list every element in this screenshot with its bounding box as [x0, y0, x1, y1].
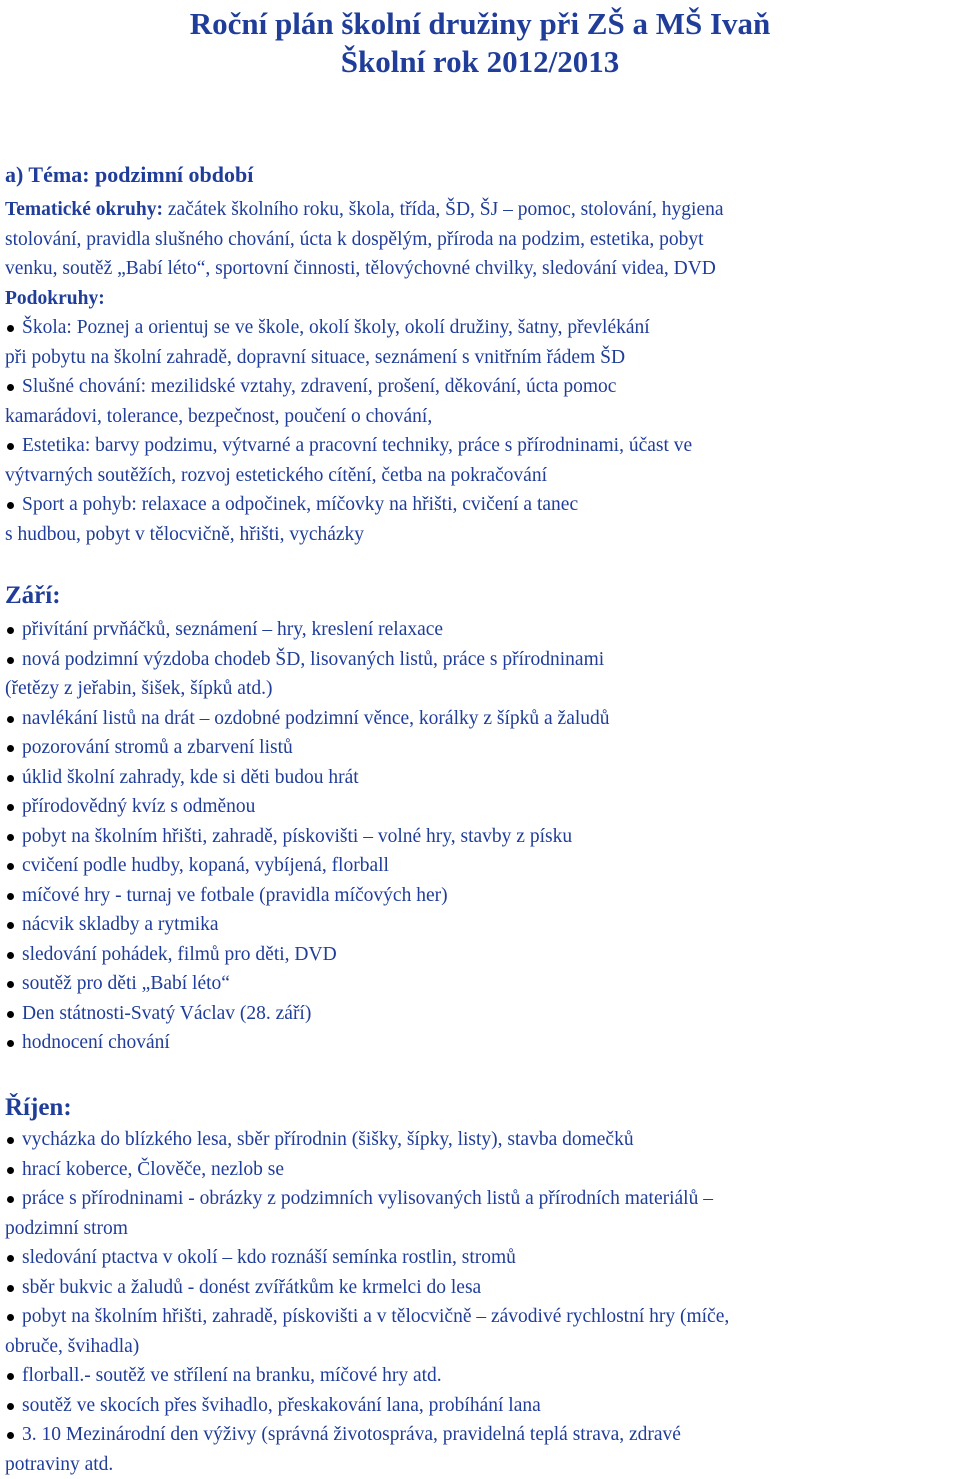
- list-item: práce s přírodninami - obrázky z podzimních vylisovaných listů a přírodních materiálů – podzimní strom: [5, 1188, 713, 1239]
- bullet-icon: [7, 1196, 14, 1203]
- list-item: pobyt na školním hřišti, zahradě, pískovišti a v tělocvičně – závodivé rychlostní hry (míče, obruče, švihadla): [5, 1306, 730, 1357]
- theme-heading: a) Téma: podzimní období: [5, 162, 254, 187]
- list-item: sledování pohádek, filmů pro děti, DVD: [5, 940, 957, 970]
- bullet-icon: [7, 1137, 14, 1144]
- topics-line-2: stolování, pravidla slušného chování, úcta k dospělým, příroda na podzim, estetika, pobyt: [5, 228, 704, 250]
- topics-line-1: [5, 195, 957, 225]
- bullet-icon: [7, 1255, 14, 1262]
- bullet-icon: [7, 952, 14, 959]
- bullet-icon: [7, 1373, 14, 1380]
- list-item: Den státnosti-Svatý Václav (28. září): [5, 999, 957, 1029]
- bullet-icon: [7, 1040, 14, 1047]
- list-item: pobyt na školním hřišti, zahradě, pískovišti – volné hry, stavby z písku: [5, 822, 957, 852]
- list-item: navlékání listů na drát – ozdobné podzimní věnce, korálky z šípků a žaludů: [5, 704, 957, 734]
- list-item: míčové hry - turnaj ve fotbale (pravidla míčových her): [5, 881, 957, 911]
- october-list: [5, 1125, 957, 1479]
- bullet-icon: [7, 1403, 14, 1410]
- bullet-icon: [7, 775, 14, 782]
- list-item: Sport a pohyb: relaxace a odpočinek, míčovky na hřišti, cvičení a tanec s hudbou, pobyt v tělocvičně, hřišti, vycházky: [5, 494, 579, 545]
- bullet-icon: [7, 1314, 14, 1321]
- list-item: Slušné chování: mezilidské vztahy, zdravení, prošení, děkování, úcta pomoc kamarádovi, tolerance, bezpečnost, poučení o chování,: [5, 376, 617, 427]
- bullet-icon: [7, 657, 14, 664]
- list-item: vycházka do blízkého lesa, sběr přírodnin (šišky, šípky, listy), stavba domečků: [5, 1125, 957, 1155]
- list-item: 3. 10 Mezinárodní den výživy (správná životospráva, pravidelná teplá strava, zdravé potraviny atd.: [5, 1424, 681, 1475]
- list-item: hodnocení chování: [5, 1028, 957, 1058]
- subtopics-label: Podokruhy:: [5, 287, 105, 309]
- list-item: úklid školní zahrady, kde si děti budou hrát: [5, 763, 957, 793]
- bullet-icon: [7, 325, 14, 332]
- bullet-icon: [7, 502, 14, 509]
- bullet-icon: [7, 863, 14, 870]
- topics-label: Tematické okruhy:: [5, 199, 163, 220]
- october-heading: Říjen:: [5, 1094, 72, 1121]
- bullet-icon: [7, 1285, 14, 1292]
- september-heading: Září:: [5, 582, 61, 609]
- school-year-title: Školní rok 2012/2013: [340, 44, 620, 79]
- topics-paragraph: [5, 195, 957, 313]
- list-item: sběr bukvic a žaludů - donést zvířátkům ke krmelci do lesa: [5, 1273, 957, 1303]
- list-item: sledování ptactva v okolí – kdo roznáší semínka rostlin, stromů: [5, 1243, 957, 1273]
- bullet-icon: [7, 627, 14, 634]
- bullet-icon: [7, 1432, 14, 1439]
- bullet-icon: [7, 384, 14, 391]
- bullet-icon: [7, 1011, 14, 1018]
- bullet-icon: [7, 922, 14, 929]
- bullet-icon: [7, 893, 14, 900]
- bullet-icon: [7, 834, 14, 841]
- bullet-icon: [7, 1167, 14, 1174]
- list-item: hrací koberce, Člověče, nezlob se: [5, 1155, 957, 1185]
- list-item: pozorování stromů a zbarvení listů: [5, 733, 957, 763]
- list-item: soutěž pro děti „Babí léto“: [5, 969, 957, 999]
- bullet-icon: [7, 745, 14, 752]
- bullet-icon: [7, 981, 14, 988]
- bullet-icon: [7, 443, 14, 450]
- topics-line-3: venku, soutěž „Babí léto“, sportovní činnosti, tělovýchovné chvilky, sledování videa, DVD: [5, 258, 716, 279]
- topics-text-1: začátek školního roku, škola, třída, ŠD, ŠJ – pomoc, stolování, hygiena: [163, 199, 724, 220]
- bullet-icon: [7, 716, 14, 723]
- list-item: Škola: Poznej a orientuj se ve škole, okolí školy, okolí družiny, šatny, převlékání při pobytu na školní zahradě, dopravní situace, seznámení s vnitřním řádem ŠD: [5, 317, 650, 368]
- subtopics-list: [5, 313, 957, 549]
- document-title: Roční plán školní družiny při ZŠ a MŠ Ivaň: [189, 6, 771, 41]
- bullet-icon: [7, 804, 14, 811]
- list-item: soutěž ve skocích přes švihadlo, přeskakování lana, probíhání lana: [5, 1391, 957, 1421]
- list-item: nácvik skladby a rytmika: [5, 910, 957, 940]
- september-list: [5, 615, 957, 1058]
- list-item: cvičení podle hudby, kopaná, vybíjená, florball: [5, 851, 957, 881]
- list-item: přírodovědný kvíz s odměnou: [5, 792, 957, 822]
- list-item: přivítání prvňáčků, seznámení – hry, kreslení relaxace: [5, 615, 957, 645]
- list-item: nová podzimní výzdoba chodeb ŠD, lisovaných listů, práce s přírodninami (řetězy z jeřabin, šišek, šípků atd.): [5, 648, 605, 699]
- list-item: florball.- soutěž ve střílení na branku, míčové hry atd.: [5, 1361, 957, 1391]
- list-item: Estetika: barvy podzimu, výtvarné a pracovní techniky, práce s přírodninami, účast ve výtvarných soutěžích, rozvoj estetického cítění, četba na pokračování: [5, 435, 693, 486]
